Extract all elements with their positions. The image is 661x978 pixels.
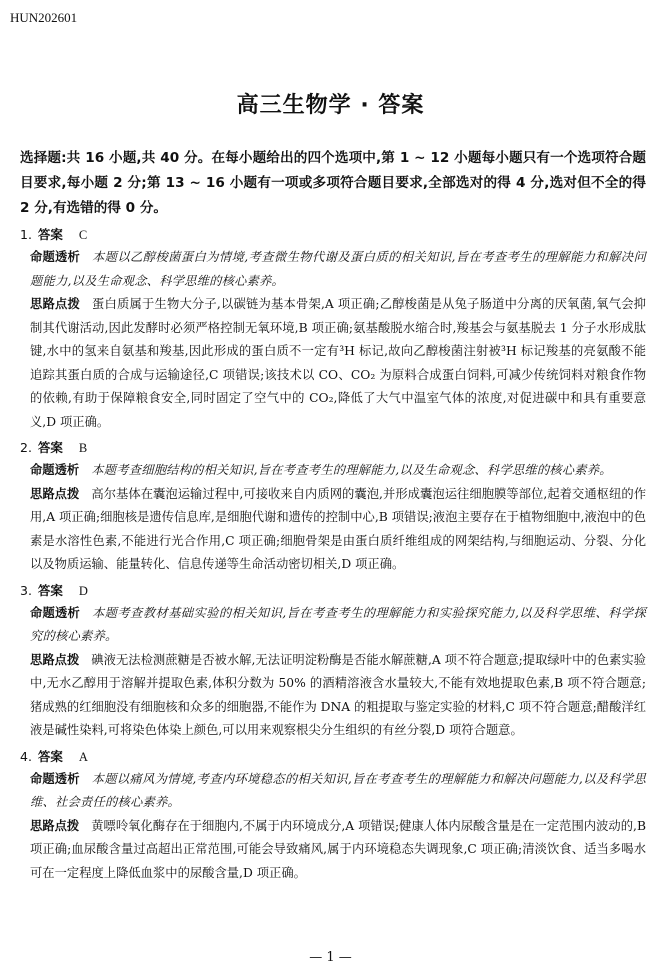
answer-label: 答案 xyxy=(37,227,63,242)
answer-label: 答案 xyxy=(37,748,63,764)
exam-code: HUN202601 xyxy=(10,10,78,25)
tips-text: 高尔基体在囊泡运输过程中,可接收来自内质网的囊泡,并形成囊泡运往细胞膜等部位,起着交通枢纽的作用,A 项正确;细胞核是遗传信息库,是细胞代谢和遗传的控制中心,B 项错误;液泡主要存在于植物细胞中,液泡中的色素是水溶性色素,不能进行光合作用,C 项正确;细胞骨架是由蛋白质纤维组成的网架结构,与细胞运动、分裂、分化以及物质运输、能量转化、信息传递等生命活动密切相关,D 项正确。 xyxy=(30,486,646,571)
answer-value: C xyxy=(78,228,88,242)
question-number: 3. xyxy=(20,582,32,598)
question-header xyxy=(20,224,646,246)
answer-content xyxy=(20,146,646,885)
tips-label: 思路点拨 xyxy=(30,652,80,667)
tips-paragraph xyxy=(30,815,646,886)
answer-value: B xyxy=(78,441,88,455)
answer-label: 答案 xyxy=(37,440,63,455)
analysis-text: 本题以乙醇梭菌蛋白为情境,考查微生物代谢及蛋白质的相关知识,旨在考查考生的理解能力和解决问题能力,以及生命观念、科学思维的核心素养。 xyxy=(30,250,646,288)
analysis-paragraph xyxy=(30,246,646,293)
tips-paragraph xyxy=(30,483,646,577)
question-number: 2. xyxy=(20,440,32,455)
tips-paragraph xyxy=(30,293,646,434)
answer-label: 答案 xyxy=(37,582,63,598)
question-header xyxy=(20,437,646,459)
tips-label: 思路点拨 xyxy=(30,297,80,311)
page-number: — 1 — xyxy=(309,950,352,965)
analysis-label: 命题透析 xyxy=(30,605,80,620)
question-number: 1. xyxy=(20,227,32,242)
tips-label: 思路点拨 xyxy=(30,818,80,833)
analysis-text: 本题考查细胞结构的相关知识,旨在考查考生的理解能力,以及生命观念、科学思维的核心素养。 xyxy=(91,463,612,477)
tips-text: 黄嘌呤氧化酶存在于细胞内,不属于内环境成分,A 项错误;健康人体内尿酸含量是在一定范围内波动的,B 项正确;血尿酸含量过高超出正常范围,可能会导致痛风,属于内环境稳态失调现象,C 项正确;清淡饮食、适当多喝水可在一定程度上降低血浆中的尿酸含量,D 项正确。 xyxy=(30,818,646,880)
page-title: 高三生物学 · 答案 xyxy=(236,93,425,118)
analysis-paragraph xyxy=(30,768,646,815)
analysis-paragraph xyxy=(30,459,646,483)
analysis-label: 命题透析 xyxy=(30,771,80,786)
tips-label: 思路点拨 xyxy=(30,486,80,501)
question-header xyxy=(20,746,646,768)
analysis-text: 本题考查教材基础实验的相关知识,旨在考查考生的理解能力和实验探究能力,以及科学思维、科学探究的核心素养。 xyxy=(30,605,646,643)
question-number: 4. xyxy=(20,748,32,764)
analysis-label: 命题透析 xyxy=(30,250,80,264)
tips-paragraph xyxy=(30,649,646,743)
tips-text: 蛋白质属于生物大分子,以碳链为基本骨架,A 项正确;乙醇梭菌是从兔子肠道中分离的厌氧菌,氧气会抑制其代谢活动,因此发酵时必须严格控制无氧环境,B 项正确;氨基酸脱水缩合时,羧基会与氨基脱去 1 分子水形成肽键,水中的氢来自氨基和羧基,因此形成的蛋白质不一定有³H 标记,故向乙醇梭菌注射被³H 标记羧基的亮氨酸不能追踪其蛋白质的合成与运输途径,C 项错误;该技术以 CO、CO₂ 为原料合成蛋白饲料,可减少传统饲料对粮食作物的依赖,有助于保障粮食安全,同时固定了空气中的 CO₂,降低了大气中温室气体的浓度,对促进碳中和具有重要意义,D 项正确。 xyxy=(30,297,646,429)
answer-value: D xyxy=(78,583,88,598)
analysis-label: 命题透析 xyxy=(30,463,80,477)
intro-paragraph: 选择题:共 16 小题,共 40 分。在每小题给出的四个选项中,第 1 ~ 12 小题每小题只有一个选项符合题目要求,每小题 2 分;第 13 ~ 16 小题有一项或多项符合题目要求,全部选对的得 4 分,选对但不全的得 2 分,有选错的得 0 分。 xyxy=(20,150,646,216)
analysis-paragraph xyxy=(30,602,646,649)
question-header xyxy=(20,580,646,602)
tips-text: 碘液无法检测蔗糖是否被水解,无法证明淀粉酶是否能水解蔗糖,A 项不符合题意;提取绿叶中的色素实验中,无水乙醇用于溶解并提取色素,体积分数为 50% 的酒精溶液含水量较大,不能有效地提取色素,B 项不符合题意;猪成熟的红细胞没有细胞核和众多的细胞器,不能作为 DNA 的粗提取与鉴定实验的材料,C 项不符合题意;醋酸洋红液是碱性染料,可将染色体染上颜色,可以用来观察根尖分生组织的有丝分裂,D 项符合题意。 xyxy=(30,652,646,737)
answer-value: A xyxy=(78,749,88,764)
analysis-text: 本题以痛风为情境,考查内环境稳态的相关知识,旨在考查考生的理解能力和解决问题能力,以及科学思维、社会责任的核心素养。 xyxy=(30,771,646,809)
